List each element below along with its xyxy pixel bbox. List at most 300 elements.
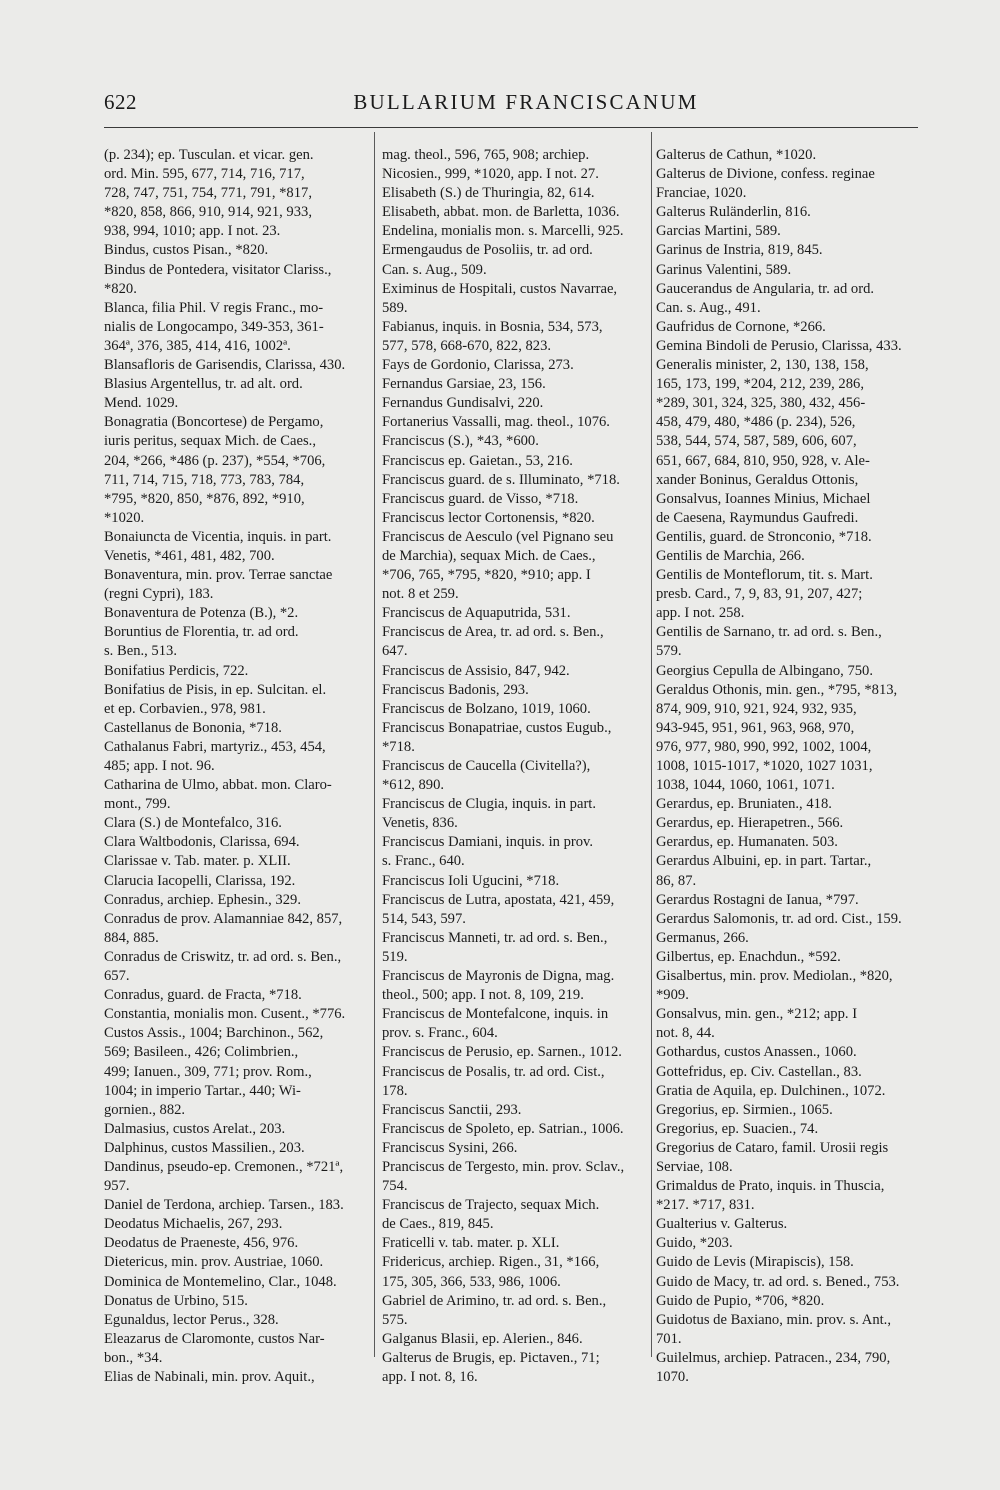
index-entry-line: Franciscus de Perusio, ep. Sarnen., 1012. xyxy=(382,1044,622,1061)
index-entry-line: Generalis minister, 2, 130, 138, 158, xyxy=(656,357,869,374)
index-entry xyxy=(104,738,368,776)
index-entry xyxy=(104,776,368,814)
index-entry-line: 754. xyxy=(382,1178,408,1195)
index-entry-line: 1004; in imperio Tartar., 440; Wi- xyxy=(104,1082,301,1099)
index-entry-line: Franciae, 1020. xyxy=(656,185,747,202)
index-entry-line: Gregorius, ep. Sirmien., 1065. xyxy=(656,1101,833,1118)
index-entry-line: Franciscus Bonapatriae, custos Eugub., xyxy=(382,719,612,736)
index-entry-line: Fernandus Garsiae, 23, 156. xyxy=(382,376,546,393)
page-number: 622 xyxy=(104,90,137,114)
index-entry-line: not. 8, 44. xyxy=(656,1025,715,1042)
index-entry-line: Galterus de Divione, confess. reginae xyxy=(656,166,875,183)
index-entry-line: 701. xyxy=(656,1330,682,1347)
index-column-2 xyxy=(382,146,648,1387)
index-entry xyxy=(656,547,918,566)
index-entry-line: *909. xyxy=(656,987,689,1004)
index-entry-line: Franciscus de Spoleto, ep. Satrian., 1006. xyxy=(382,1120,624,1137)
index-entry-line: Franciscus de Trajecto, sequax Mich. xyxy=(382,1197,600,1214)
index-entry-line: 1008, 1015-1017, *1020, 1027 1031, xyxy=(656,758,873,774)
index-entry-line: Conradus de prov. Alamanniae 842, 857, xyxy=(104,910,343,927)
index-entry xyxy=(382,719,648,757)
index-entry-line: 647. xyxy=(382,643,408,660)
index-entry-line: bon., *34. xyxy=(104,1349,163,1366)
index-entry-line: Dalmasius, custos Arelat., 203. xyxy=(104,1120,286,1137)
index-entry-line: Venetis, *461, 481, 482, 700. xyxy=(104,547,275,564)
index-entry-line: Castellanus de Bononia, *718. xyxy=(104,719,282,736)
index-entry-line: Franciscus de Aquaputrida, 531. xyxy=(382,605,571,622)
index-entry-line: Gaucerandus de Angularia, tr. ad ord. xyxy=(656,280,875,297)
index-entry xyxy=(104,910,368,948)
index-entry xyxy=(104,833,368,852)
index-entry-line: Garinus de Instria, 819, 845. xyxy=(656,242,823,259)
index-entry-line: Franciscus de Assisio, 847, 942. xyxy=(382,662,570,679)
index-entry-line: Gentilis de Marchia, 266. xyxy=(656,547,805,564)
index-entry xyxy=(104,1196,368,1215)
index-entry-line: Georgius Cepulla de Albingano, 750. xyxy=(656,662,873,679)
index-entry-line: Guido de Macy, tr. ad ord. s. Bened., 753. xyxy=(656,1273,900,1290)
index-entry xyxy=(656,280,918,318)
index-column-1 xyxy=(104,146,368,1387)
index-entry-line: app. I not. 8, 16. xyxy=(382,1369,478,1385)
index-entry-line: Bonaiuncta de Vicentia, inquis. in part. xyxy=(104,528,332,545)
index-entry xyxy=(656,814,918,833)
index-entry-line: Custos Assis., 1004; Barchinon., 562, xyxy=(104,1025,324,1042)
index-entry xyxy=(382,1063,648,1101)
index-entry xyxy=(656,1215,918,1234)
index-entry-line: (regni Cypri), 183. xyxy=(104,586,214,603)
index-entry xyxy=(382,280,648,318)
index-entry-line: Franciscus ep. Gaietan., 53, 216. xyxy=(382,452,573,469)
index-entry-line: Franciscus de Caucella (Civitella?), xyxy=(382,758,591,774)
index-entry-line: 178. xyxy=(382,1082,408,1099)
index-entry xyxy=(656,1043,918,1062)
index-entry xyxy=(104,681,368,719)
index-entry xyxy=(382,604,648,623)
index-entry xyxy=(382,1234,648,1253)
index-entry xyxy=(382,623,648,661)
index-entry xyxy=(104,375,368,413)
index-entry-line: Dalphinus, custos Massilien., 203. xyxy=(104,1139,305,1156)
index-entry xyxy=(382,1349,648,1387)
index-entry xyxy=(382,891,648,929)
index-entry-line: 86, 87. xyxy=(656,872,697,889)
index-entry-line: 884, 885. xyxy=(104,929,159,946)
index-entry-line: Galganus Blasii, ep. Alerien., 846. xyxy=(382,1330,583,1347)
index-entry xyxy=(382,356,648,375)
index-entry xyxy=(656,261,918,280)
index-entry xyxy=(656,1349,918,1387)
index-entry xyxy=(382,681,648,700)
index-entry-line: Serviae, 108. xyxy=(656,1158,733,1175)
index-entry-line: Bonagratia (Boncortese) de Pergamo, xyxy=(104,414,324,431)
index-entry xyxy=(382,1292,648,1330)
index-entry-line: Clarissae v. Tab. mater. p. XLII. xyxy=(104,853,291,870)
index-entry-line: Blasius Argentellus, tr. ad alt. ord. xyxy=(104,376,303,393)
index-entry-line: xander Boninus, Geraldus Ottonis, xyxy=(656,471,859,488)
index-entry xyxy=(382,432,648,451)
index-entry-line: Nicosien., 999, *1020, app. I not. 27. xyxy=(382,166,599,183)
index-entry-line: 485; app. I not. 96. xyxy=(104,758,215,774)
index-entry-line: 957. xyxy=(104,1178,130,1195)
index-entry xyxy=(104,1139,368,1158)
index-entry-line: Franciscus de Clugia, inquis. in part. xyxy=(382,796,597,813)
running-title: BULLARIUM FRANCISCANUM xyxy=(353,90,699,114)
index-entry-line: Can. s. Aug., 491. xyxy=(656,299,761,316)
index-entry-line: Pranciscus de Tergesto, min. prov. Sclav., xyxy=(382,1158,625,1175)
index-entry-line: Garinus Valentini, 589. xyxy=(656,261,792,278)
index-entry-line: 651, 667, 684, 810, 950, 928, v. Ale- xyxy=(656,452,870,469)
index-entry-line: Gemina Bindoli de Perusio, Clarissa, 433. xyxy=(656,337,902,354)
index-entry xyxy=(656,1273,918,1292)
index-entry-line: Deodatus Michaelis, 267, 293. xyxy=(104,1216,283,1233)
index-entry xyxy=(382,394,648,413)
index-entry-line: *289, 301, 324, 325, 380, 432, 456- xyxy=(656,395,866,412)
index-entry-line: Galterus de Cathun, *1020. xyxy=(656,147,817,163)
index-column-3 xyxy=(656,146,918,1387)
index-entry xyxy=(104,1273,368,1292)
index-entry xyxy=(104,1311,368,1330)
index-entry xyxy=(382,662,648,681)
index-entry-line: Eximinus de Hospitali, custos Navarrae, xyxy=(382,280,618,297)
index-entry-line: Franciscus de Montefalcone, inquis. in xyxy=(382,1006,609,1023)
index-entry xyxy=(656,910,918,929)
index-entry-line: Gregorius, ep. Suacien., 74. xyxy=(656,1120,819,1137)
index-entry-line: 538, 544, 574, 587, 589, 606, 607, xyxy=(656,433,857,450)
index-entry xyxy=(104,1368,368,1387)
index-entry-line: Gerardus, ep. Humanaten. 503. xyxy=(656,834,838,851)
index-entry-line: Conradus, guard. de Fracta, *718. xyxy=(104,987,302,1004)
index-entry-line: Fernandus Gundisalvi, 220. xyxy=(382,395,544,412)
index-entry-line: Guido, *203. xyxy=(656,1235,733,1252)
index-entry-line: Venetis, 836. xyxy=(382,815,458,832)
index-entry-line: Grimaldus de Prato, inquis. in Thuscia, xyxy=(656,1178,885,1195)
index-entry-line: Elisabeth (S.) de Thuringia, 82, 614. xyxy=(382,185,595,202)
index-entry xyxy=(656,1177,918,1215)
index-entry xyxy=(382,1101,648,1120)
index-entry-line: Bonifatius de Pisis, in ep. Sulcitan. el. xyxy=(104,681,327,698)
index-entry xyxy=(104,852,368,871)
index-entry-line: Guidotus de Baxiano, min. prov. s. Ant., xyxy=(656,1311,891,1328)
index-entry-line: not. 8 et 259. xyxy=(382,586,459,603)
index-entry-line: 514, 543, 597. xyxy=(382,910,466,927)
index-entry xyxy=(382,1196,648,1234)
index-entry xyxy=(104,566,368,604)
index-entry xyxy=(656,356,918,528)
index-entry-line: Dandinus, pseudo-ep. Cremonen., *721ª, xyxy=(104,1158,344,1175)
index-entry-line: et ep. Corbavien., 978, 981. xyxy=(104,700,266,717)
index-entry-line: Guido de Levis (Mirapiscis), 158. xyxy=(656,1254,854,1271)
index-entry-line: Franciscus guard. de s. Illuminato, *718. xyxy=(382,471,620,488)
index-entry-line: *718. xyxy=(382,738,415,755)
index-entry-line: Bonaventura, min. prov. Terrae sanctae xyxy=(104,567,333,584)
index-entry xyxy=(104,1253,368,1272)
index-entry-line: Franciscus Ioli Ugucini, *718. xyxy=(382,872,560,889)
index-entry-line: 204, *266, *486 (p. 237), *554, *706, xyxy=(104,452,326,469)
index-entry xyxy=(656,929,918,948)
index-entry-line: Gerardus Albuini, ep. in part. Tartar., xyxy=(656,853,872,870)
index-entry-line: Gentilis, guard. de Stronconio, *718. xyxy=(656,528,872,545)
index-entry xyxy=(382,413,648,432)
index-entry-line: Blansafloris de Garisendis, Clarissa, 430. xyxy=(104,357,346,374)
index-entry-line: s. Ben., 513. xyxy=(104,643,177,660)
index-entry xyxy=(656,241,918,260)
index-entry xyxy=(382,929,648,967)
index-entry-line: Fridericus, archiep. Rigen., 31, *166, xyxy=(382,1254,600,1271)
index-entry-line: 938, 994, 1010; app. I not. 23. xyxy=(104,223,281,240)
index-entry-line: Mend. 1029. xyxy=(104,395,179,412)
index-entry xyxy=(656,623,918,661)
index-entry-line: Gentilis de Monteflorum, tit. s. Mart. xyxy=(656,567,873,584)
index-entry xyxy=(382,1158,648,1196)
index-entry-line: mag. theol., 596, 765, 908; archiep. xyxy=(382,147,590,163)
index-entry-line: 499; Ianuen., 309, 771; prov. Rom., xyxy=(104,1063,312,1080)
index-entry xyxy=(656,1063,918,1082)
index-entry-line: Constantia, monialis mon. Cusent., *776. xyxy=(104,1006,346,1023)
index-entry-line: Dominica de Montemelino, Clar., 1048. xyxy=(104,1273,337,1290)
index-entry xyxy=(382,1120,648,1139)
index-entry-line: Galterus Ruländerlin, 816. xyxy=(656,204,811,221)
index-entry xyxy=(382,375,648,394)
index-entry xyxy=(656,222,918,241)
index-entry xyxy=(382,833,648,871)
index-entry xyxy=(382,967,648,1005)
index-entry-line: *820, 858, 866, 910, 914, 921, 933, xyxy=(104,204,312,221)
index-entry xyxy=(104,662,368,681)
index-entry-line: 1070. xyxy=(656,1369,689,1385)
index-entry-line: de Caes., 819, 845. xyxy=(382,1216,494,1233)
index-entry-line: 364ª, 376, 385, 414, 416, 1002ª. xyxy=(104,337,291,354)
index-entry xyxy=(104,1215,368,1234)
index-entry-line: Franciscus Manneti, tr. ad ord. s. Ben., xyxy=(382,929,608,946)
index-entry xyxy=(382,528,648,604)
index-entry xyxy=(656,203,918,222)
index-entry-line: Guilelmus, archiep. Patracen., 234, 790, xyxy=(656,1349,891,1366)
index-entry xyxy=(656,967,918,1005)
index-entry xyxy=(656,833,918,852)
index-entry xyxy=(382,1253,648,1291)
index-entry-line: 575. xyxy=(382,1311,408,1328)
index-entry-line: Egunaldus, lector Perus., 328. xyxy=(104,1311,279,1328)
index-entry-line: 579. xyxy=(656,643,682,660)
index-entry xyxy=(656,1005,918,1043)
index-entry xyxy=(104,891,368,910)
index-entry xyxy=(104,1158,368,1196)
index-entry xyxy=(104,146,368,241)
index-entry xyxy=(382,1043,648,1062)
index-entry-line: ord. Min. 595, 677, 714, 716, 717, xyxy=(104,166,305,183)
index-entry xyxy=(656,1292,918,1311)
index-entry xyxy=(382,1139,648,1158)
index-entry xyxy=(104,1024,368,1119)
index-entry-line: Guido de Pupio, *706, *820. xyxy=(656,1292,825,1309)
index-entry-line: 589. xyxy=(382,299,408,316)
index-entry xyxy=(656,662,918,681)
index-entry-line: 569; Basileen., 426; Colimbrien., xyxy=(104,1044,299,1061)
index-entry-line: Catharina de Ulmo, abbat. mon. Claro- xyxy=(104,777,332,794)
index-entry-line: Gratia de Aquila, ep. Dulchinen., 1072. xyxy=(656,1082,886,1099)
index-entry-line: de Marchia), sequax Mich. de Caes., xyxy=(382,547,596,564)
index-entry xyxy=(104,413,368,528)
index-entry xyxy=(656,146,918,165)
index-entry-line: Bonaventura de Potenza (B.), *2. xyxy=(104,605,299,622)
index-entry-line: Gonsalvus, min. gen., *212; app. I xyxy=(656,1006,858,1023)
index-entry xyxy=(104,814,368,833)
index-entry-line: Gothardus, custos Anassen., 1060. xyxy=(656,1044,857,1061)
index-entry-line: 657. xyxy=(104,968,130,985)
index-entry-line: nialis de Longocampo, 349-353, 361- xyxy=(104,318,324,335)
index-entry-line: Franciscus de Area, tr. ad ord. s. Ben., xyxy=(382,624,604,641)
index-entry-line: 976, 977, 980, 990, 992, 1002, 1004, xyxy=(656,738,872,755)
index-entry xyxy=(656,795,918,814)
index-entry xyxy=(104,948,368,986)
index-entry-line: Bonifatius Perdicis, 722. xyxy=(104,662,249,679)
index-entry-line: Bindus de Pontedera, visitator Clariss., xyxy=(104,261,332,278)
index-entry-line: Fabianus, inquis. in Bosnia, 534, 573, xyxy=(382,318,603,335)
index-entry xyxy=(104,261,368,299)
index-entry-line: Gonsalvus, Ioannes Minius, Michael xyxy=(656,490,871,507)
index-entry xyxy=(382,1330,648,1349)
index-entry-line: Geraldus Othonis, min. gen., *795, *813, xyxy=(656,681,898,698)
index-entry-line: presb. Card., 7, 9, 83, 91, 207, 427; xyxy=(656,586,863,603)
index-entry xyxy=(104,623,368,661)
index-entry-line: Dietericus, min. prov. Austriae, 1060. xyxy=(104,1254,324,1271)
index-entry xyxy=(104,1292,368,1311)
index-entry-line: Cathalanus Fabri, martyriz., 453, 454, xyxy=(104,738,326,755)
index-entry-line: Franciscus lector Cortonensis, *820. xyxy=(382,509,595,526)
index-entry xyxy=(656,1139,918,1177)
index-entry xyxy=(382,241,648,279)
index-entry xyxy=(104,604,368,623)
index-entry-line: Franciscus Damiani, inquis. in prov. xyxy=(382,834,594,851)
index-entry xyxy=(382,700,648,719)
index-entry-line: theol., 500; app. I not. 8, 109, 219. xyxy=(382,987,584,1004)
index-entry xyxy=(104,986,368,1005)
index-entry-line: 458, 479, 480, *486 (p. 234), 526, xyxy=(656,414,856,431)
index-entry-line: Elias de Nabinali, min. prov. Aquit., xyxy=(104,1369,315,1385)
index-entry-line: Eleazarus de Claromonte, custos Nar- xyxy=(104,1330,325,1347)
index-entry-line: 728, 747, 751, 754, 771, 791, *817, xyxy=(104,185,312,202)
index-entry xyxy=(104,872,368,891)
index-entry-line: 711, 714, 715, 718, 773, 783, 784, xyxy=(104,471,305,488)
index-entry xyxy=(656,1101,918,1120)
index-entry-line: Gerardus Rostagni de Ianua, *797. xyxy=(656,891,859,908)
index-entry xyxy=(382,318,648,356)
index-entry-line: 874, 909, 910, 921, 924, 932, 935, xyxy=(656,700,857,717)
index-entry-line: Galterus de Brugis, ep. Pictaven., 71; xyxy=(382,1349,600,1366)
index-entry-line: *706, 765, *795, *820, *910; app. I xyxy=(382,567,591,584)
index-entry-line: Franciscus Sanctii, 293. xyxy=(382,1101,522,1118)
index-entry xyxy=(382,203,648,222)
index-entry-line: 165, 173, 199, *204, 212, 239, 286, xyxy=(656,376,864,393)
index-entry-line: Gabriel de Arimino, tr. ad ord. s. Ben., xyxy=(382,1292,607,1309)
index-entry xyxy=(104,528,368,566)
index-entry xyxy=(656,1311,918,1349)
index-entry-line: mont., 799. xyxy=(104,796,171,813)
index-entry-line: 577, 578, 668-670, 822, 823. xyxy=(382,337,552,354)
index-entry-line: Franciscus guard. de Visso, *718. xyxy=(382,490,579,507)
index-entry-line: Gentilis de Sarnano, tr. ad ord. s. Ben., xyxy=(656,624,882,641)
index-entry-line: Clara Waltbodonis, Clarissa, 694. xyxy=(104,834,300,851)
index-entry-line: iuris peritus, sequax Mich. de Caes., xyxy=(104,433,316,450)
index-entry-line: 1038, 1044, 1060, 1061, 1071. xyxy=(656,777,835,794)
index-entry-line: Deodatus de Praeneste, 456, 976. xyxy=(104,1235,299,1252)
index-entry-line: Garcias Martini, 589. xyxy=(656,223,781,240)
index-entry xyxy=(104,299,368,356)
index-entry xyxy=(656,948,918,967)
index-entry-line: prov. s. Franc., 604. xyxy=(382,1025,498,1042)
index-entry-line: Franciscus de Bolzano, 1019, 1060. xyxy=(382,700,591,717)
index-entry-line: Franciscus de Aesculo (vel Pignano seu xyxy=(382,528,614,545)
index-entry xyxy=(382,1005,648,1043)
index-entry xyxy=(104,356,368,375)
index-entry-line: Conradus de Criswitz, tr. ad ord. s. Ben., xyxy=(104,948,342,965)
index-entry-line: *217. *717, 831. xyxy=(656,1197,755,1214)
index-entry-line: Franciscus Sysini, 266. xyxy=(382,1139,518,1156)
index-entry-line: Gerardus, ep. Bruniaten., 418. xyxy=(656,796,832,813)
index-entry-line: Fays de Gordonio, Clarissa, 273. xyxy=(382,357,574,374)
index-entry xyxy=(656,337,918,356)
index-entry xyxy=(382,452,648,471)
index-entry-line: Clarucia Iacopelli, Clarissa, 192. xyxy=(104,872,296,889)
index-entry-line: Gottefridus, ep. Civ. Castellan., 83. xyxy=(656,1063,862,1080)
index-entry-line: Gisalbertus, min. prov. Mediolan., *820, xyxy=(656,968,893,985)
index-entry xyxy=(104,1234,368,1253)
index-entry-line: Gerardus, ep. Hierapetren., 566. xyxy=(656,815,844,832)
index-entry xyxy=(656,318,918,337)
index-entry-line: Clara (S.) de Montefalco, 316. xyxy=(104,815,282,832)
index-entry-line: Gilbertus, ep. Enachdun., *592. xyxy=(656,948,841,965)
index-entry-line: Boruntius de Florentia, tr. ad ord. xyxy=(104,624,299,641)
index-entry-line: Fortanerius Vassalli, mag. theol., 1076. xyxy=(382,414,610,431)
index-entry-line: Elisabeth, abbat. mon. de Barletta, 1036. xyxy=(382,204,620,221)
index-entry-line: Gerardus Salomonis, tr. ad ord. Cist., 159. xyxy=(656,910,902,927)
index-entry-line: Gualterius v. Galterus. xyxy=(656,1216,788,1233)
index-entry-line: Conradus, archiep. Ephesin., 329. xyxy=(104,891,301,908)
index-entry xyxy=(656,1234,918,1253)
index-entry xyxy=(382,872,648,891)
index-entry-line: Franciscus de Lutra, apostata, 421, 459, xyxy=(382,891,615,908)
index-entry-line: Gaufridus de Cornone, *266. xyxy=(656,318,826,335)
index-entry-line: s. Franc., 640. xyxy=(382,853,465,870)
index-entry-line: Can. s. Aug., 509. xyxy=(382,261,487,278)
index-entry xyxy=(104,1330,368,1368)
index-entry-line: 175, 305, 366, 533, 986, 1006. xyxy=(382,1273,561,1290)
column-divider-2 xyxy=(651,132,652,1357)
index-entry-line: app. I not. 258. xyxy=(656,605,745,622)
index-entry xyxy=(382,757,648,795)
index-entry xyxy=(656,1253,918,1272)
index-entry xyxy=(382,509,648,528)
index-entry xyxy=(382,490,648,509)
index-entry-line: Franciscus (S.), *43, *600. xyxy=(382,433,539,450)
index-entry-line: *795, *820, 850, *876, 892, *910, xyxy=(104,490,305,507)
index-entry xyxy=(656,852,918,890)
index-entry xyxy=(382,795,648,833)
index-entry-line: Blanca, filia Phil. V regis Franc., mo- xyxy=(104,299,324,316)
index-entry-line: de Caesena, Raymundus Gaufredi. xyxy=(656,509,859,526)
index-entry-line: Bindus, custos Pisan., *820. xyxy=(104,242,269,259)
index-entry-line: Fraticelli v. tab. mater. p. XLI. xyxy=(382,1235,560,1252)
index-entry-line: *1020. xyxy=(104,509,145,526)
header-rule xyxy=(104,127,918,128)
index-entry xyxy=(656,1082,918,1101)
column-divider-1 xyxy=(374,132,375,1357)
index-entry-line: Endelina, monialis mon. s. Marcelli, 925. xyxy=(382,223,624,240)
index-entry-line: Ermengaudus de Posoliis, tr. ad ord. xyxy=(382,242,593,259)
index-entry xyxy=(656,566,918,623)
index-entry xyxy=(656,891,918,910)
index-entry-line: *612, 890. xyxy=(382,777,445,794)
